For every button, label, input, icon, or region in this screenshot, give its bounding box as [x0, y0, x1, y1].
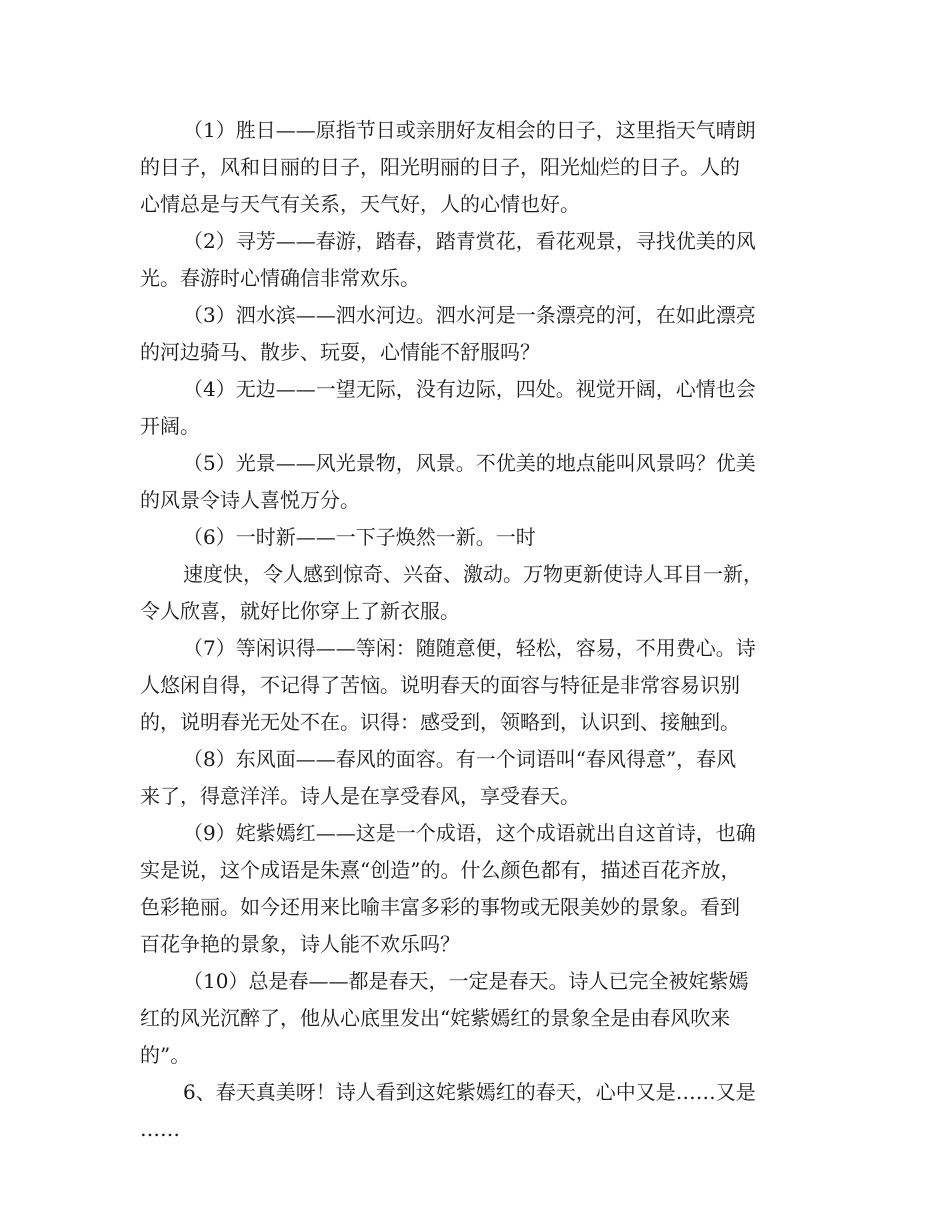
text-line: （1）胜日——原指节日或亲朋好友相会的日子，这里指天气晴朗	[183, 118, 756, 142]
text-line: （8）东风面——春风的面容。有一个词语叫“春风得意”，春风	[183, 747, 737, 771]
text-line: 光。春游时心情确信非常欢乐。	[140, 266, 420, 290]
text-line: 人悠闲自得，不记得了苦恼。说明春天的面容与特征是非常容易识别	[140, 673, 740, 697]
text-line: 的”。	[140, 1043, 191, 1067]
text-line: （10）总是春——都是春天，一定是春天。诗人已完全被姹紫嫣	[183, 969, 749, 993]
text-line: （4）无边——一望无际，没有边际，四处。视觉开阔，心情也会	[183, 377, 756, 401]
text-line: 速度快，令人感到惊奇、兴奋、激动。万物更新使诗人耳目一新，	[183, 562, 763, 586]
text-line: （5）光景——风光景物，风景。不优美的地点能叫风景吗？优美	[183, 451, 756, 475]
text-line: 来了，得意洋洋。诗人是在享受春风，享受春天。	[140, 784, 580, 808]
text-line: 色彩艳丽。如今还用来比喻丰富多彩的事物或无限美妙的景象。看到	[140, 895, 740, 919]
text-line: （9）姹紫嫣红——这是一个成语，这个成语就出自这首诗，也确	[183, 821, 756, 845]
text-line: （2）寻芳——春游，踏春，踏青赏花，看花观景，寻找优美的风	[183, 229, 756, 253]
text-line: 百花争艳的景象，诗人能不欢乐吗？	[140, 932, 460, 956]
text-line: 令人欣喜，就好比你穿上了新衣服。	[140, 599, 460, 623]
text-line: （6）一时新——一下子焕然一新。一时	[183, 525, 536, 549]
text-line: 红的风光沉醉了，他从心底里发出“姹紫嫣红的景象全是由春风吹来	[140, 1006, 731, 1030]
text-line: 6、春天真美呀！诗人看到这姹紫嫣红的春天，心中又是……又是	[183, 1080, 756, 1104]
text-line: 的风景令诗人喜悦万分。	[140, 488, 360, 512]
text-line: 开阔。	[140, 414, 200, 438]
text-line: ……	[140, 1117, 180, 1141]
text-line: 的日子，风和日丽的日子，阳光明丽的日子，阳光灿烂的日子。人的	[140, 155, 740, 179]
text-line: 实是说，这个成语是朱熹“创造”的。什么颜色都有，描述百花齐放，	[140, 858, 741, 882]
text-line: （7）等闲识得——等闲：随随意便，轻松，容易，不用费心。诗	[183, 636, 756, 660]
text-line: 的河边骑马、散步、玩耍，心情能不舒服吗？	[140, 340, 540, 364]
document-body	[140, 112, 830, 1148]
text-line: 的，说明春光无处不在。识得：感受到，领略到，认识到、接触到。	[140, 710, 740, 734]
text-line: （3）泗水滨——泗水河边。泗水河是一条漂亮的河，在如此漂亮	[183, 303, 756, 327]
text-line: 心情总是与天气有关系，天气好，人的心情也好。	[140, 192, 580, 216]
